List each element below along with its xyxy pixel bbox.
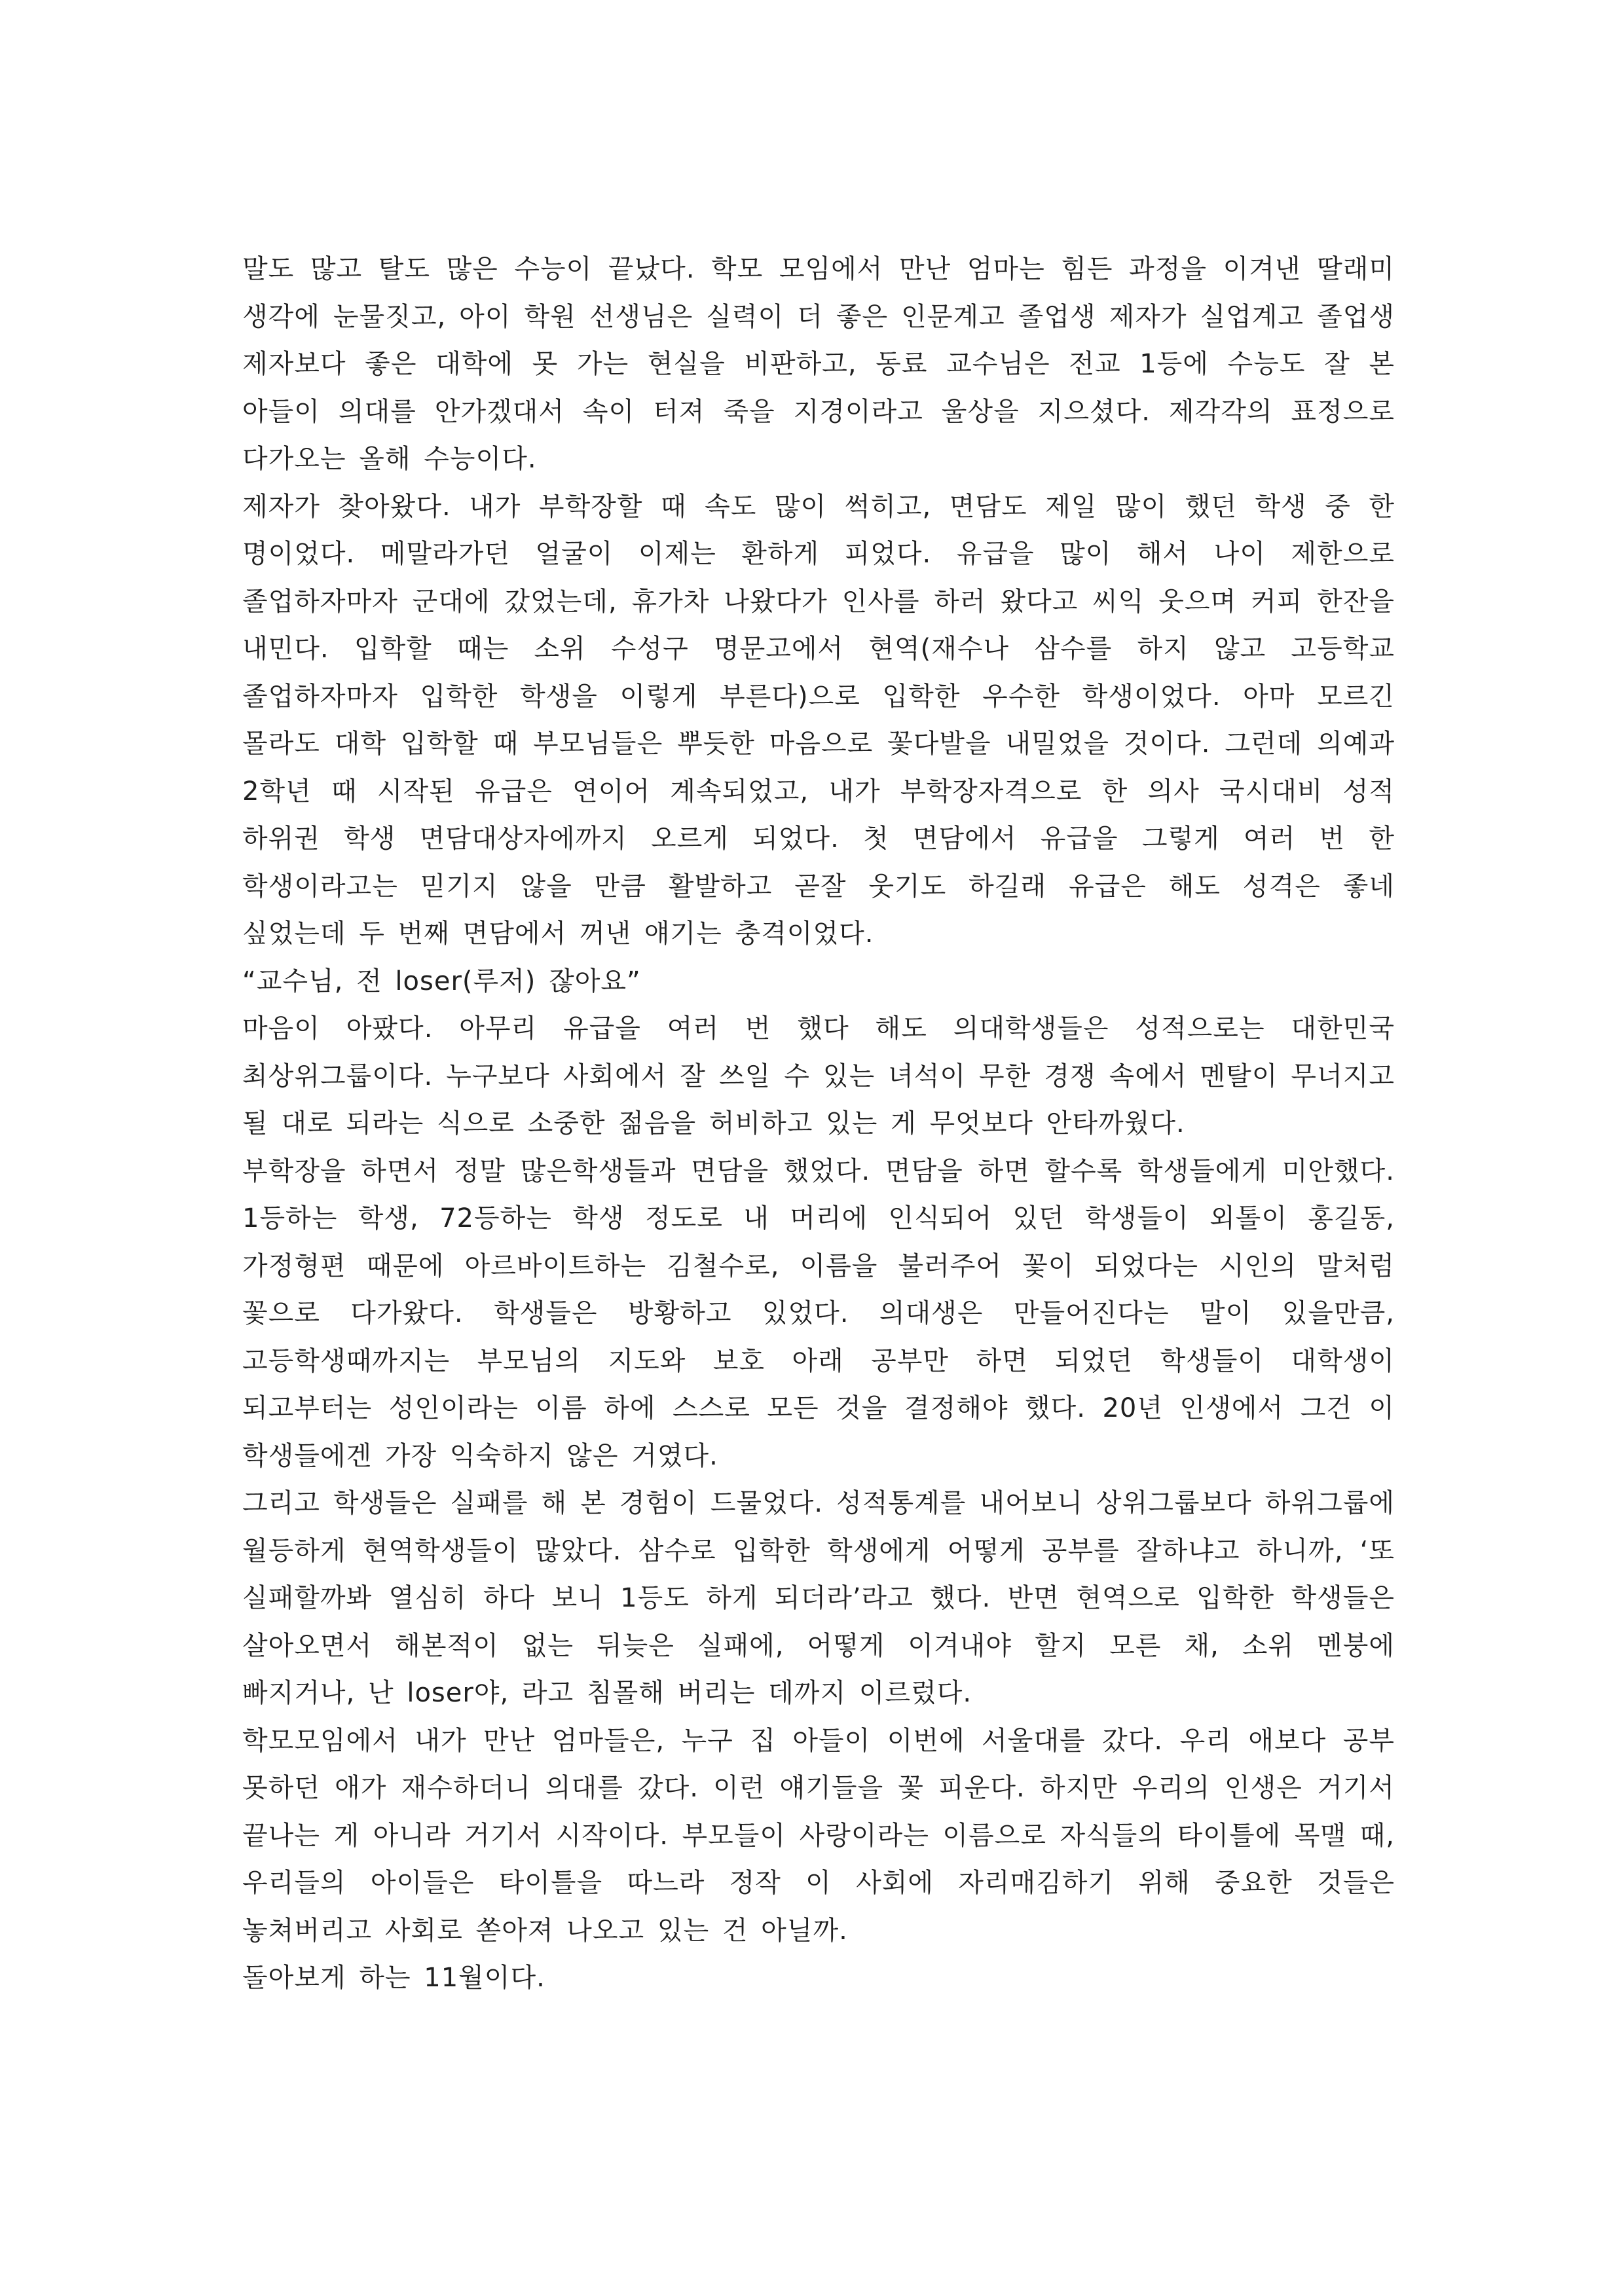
paragraph-student-visit: 제자가 찾아왔다. 내가 부학장할 때 속도 많이 썩히고, 면담도 제일 많이 했던 학생 중 한 명이었다. 메말라가던 얼굴이 이제는 환하게 피었다. 유급을 많이 해서 나이 제한으로 졸업하자마자 군대에 갔었는데, 휴가차 나왔다가 인사를 하러 왔다고 씨익 웃으며 커피 한잔을 내민다. 입학할 때는 소위 수성구 명문고에서 현역(재수나 삼수를 하지 않고 고등학교 졸업하자마자 입학한 학생을 이렇게 부른다)으로 입학한 우수한 학생이었다. 아마 모르긴 몰라도 대학 입학할 때 부모님들은 뿌듯한 마음으로 꽃다발을 내밀었을 것이다. 그런데 의예과 2학년 때 시작된 유급은 연이어 계속되었고, 내가 부학장자격으로 한 의사 국시대비 성적 하위권 학생 면담대상자에까지 오르게 되었다. 첫 면담에서 유급을 그렇게 여러 번 한 학생이라고는 믿기지 않을 만큼 활발하고 곧잘 웃기도 하길래 유급은 해도 성격은 좋네 싶었는데 두 번째 면담에서 꺼낸 얘기는 충격이었다. [242,491,1395,949]
paragraph-loser-quote: “교수님, 전 loser(루저) 잖아요” [242,966,641,996]
essay-body [242,246,1395,2002]
paragraph-closing: 돌아보게 하는 11월이다. [242,1963,545,1993]
paragraph-heartache: 마음이 아팠다. 아무리 유급을 여러 번 했다 해도 의대학생들은 성적으로는 대한민국 최상위그룹이다. 누구보다 사회에서 잘 쓰일 수 있는 녀석이 무한 경쟁 속에서 멘탈이 무너지고 될 대로 되라는 식으로 소중한 젊음을 허비하고 있는 게 무엇보다 안타까웠다. [242,1013,1395,1139]
paragraph-counseling: 부학장을 하면서 정말 많은학생들과 면담을 했었다. 면담을 하면 할수록 학생들에게 미안했다. 1등하는 학생, 72등하는 학생 정도로 내 머리에 인식되어 있던 학생들이 외톨이 홍길동, 가정형편 때문에 아르바이트하는 김철수로, 이름을 불러주어 꽃이 되었다는 시인의 말처럼 꽃으로 다가왔다. 학생들은 방황하고 있었다. 의대생은 만들어진다는 말이 있을만큼, 고등학생때까지는 부모님의 지도와 보호 아래 공부만 하면 되었던 학생들이 대학생이 되고부터는 성인이라는 이름 하에 스스로 모든 것을 결정해야 했다. 20년 인생에서 그건 이 학생들에겐 가장 익숙하지 않은 거였다. [242,1156,1395,1471]
paragraph-parents-meeting: 학모모임에서 내가 만난 엄마들은, 누구 집 아들이 이번에 서울대를 갔다. 우리 애보다 공부 못하던 애가 재수하더니 의대를 갔다. 이런 얘기들을 꽃 피운다. 하지만 우리의 인생은 거기서 끝나는 게 아니라 거기서 시작이다. 부모들이 사랑이라는 이름으로 자식들의 타이틀에 목맬 때, 우리들의 아이들은 타이틀을 따느라 정작 이 사회에 자리매김하기 위해 중요한 것들은 놓쳐버리고 사회로 쏟아져 나오고 있는 건 아닐까. [242,1725,1395,1946]
paragraph-failure-experience: 그리고 학생들은 실패를 해 본 경험이 드물었다. 성적통계를 내어보니 상위그룹보다 하위그룹에 월등하게 현역학생들이 많았다. 삼수로 입학한 학생에게 어떻게 공부를 잘하냐고 하니까, ‘또 실패할까봐 열심히 하다 보니 1등도 하게 되더라’라고 했다. 반면 현역으로 입학한 학생들은 살아오면서 해본적이 없는 뒤늦은 실패에, 어떻게 이겨내야 할지 모른 채, 소위 멘붕에 빠지거나, 난 loser야, 라고 침몰해 버리는 데까지 이르렀다. [242,1488,1395,1708]
paragraph-exam-over: 말도 많고 탈도 많은 수능이 끝났다. 학모 모임에서 만난 엄마는 힘든 과정을 이겨낸 딸래미 생각에 눈물짓고, 아이 학원 선생님은 실력이 더 좋은 인문계고 졸업생 제자가 실업계고 졸업생 제자보다 좋은 대학에 못 가는 현실을 비판하고, 동료 교수님은 전교 1등에 수능도 잘 본 아들이 의대를 안가겠대서 속이 터져 죽을 지경이라고 울상을 지으셨다. 제각각의 표정으로 다가오는 올해 수능이다. [242,254,1395,474]
